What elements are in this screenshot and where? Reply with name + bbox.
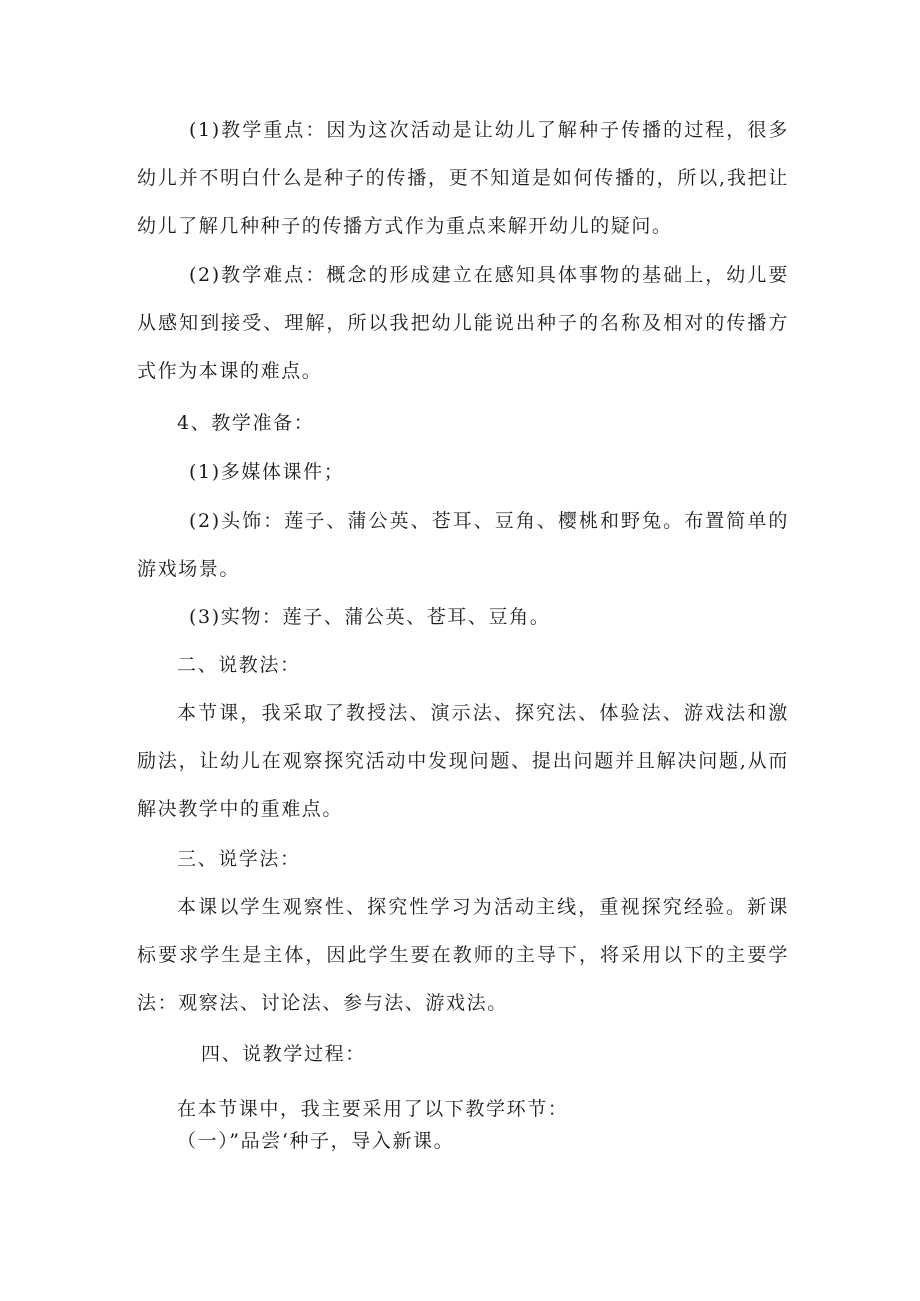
paragraph-teaching-methods: 本节课，我采取了教授法、演示法、探究法、体验法、游戏法和激励法，让幼儿在观察探究活动中发现问题、提出问题并且解决问题,从而解决教学中的重难点。 [137, 702, 789, 820]
heading-teaching-methods: 二、说教法： [177, 654, 301, 676]
heading-teaching-process: 四、说教学过程： [201, 1043, 366, 1065]
list-item-objects: (3)实物：莲子、蒲公英、苍耳、豆角。 [189, 606, 551, 628]
list-item-multimedia: (1)多媒体课件； [189, 461, 345, 483]
heading-learning-methods: 三、说学法： [177, 848, 301, 870]
paragraph-learning-methods: 本课以学生观察性、探究性学习为活动主线，重视探究经验。新课标要求学生是主体，因此学生要在教师的主导下，将采用以下的主要学法：观察法、讨论法、参与法、游戏法。 [137, 896, 789, 1014]
paragraph-teaching-difficulty: (2)教学难点：概念的形成建立在感知具体事物的基础上，幼儿要从感知到接受、理解，所以我把幼儿能说出种子的名称及相对的传播方式作为本课的难点。 [137, 264, 789, 382]
list-item-headwear: (2)头饰：莲子、蒲公英、苍耳、豆角、樱桃和野兔。布置简单的游戏场景。 [137, 510, 789, 580]
paragraph-teaching-focus: (1)教学重点：因为这次活动是让幼儿了解种子传播的过程，很多幼儿并不明白什么是种子的传播，更不知道是如何传播的，所以,我把让幼儿了解几种种子的传播方式作为重点来解开幼儿的疑问。 [137, 119, 789, 237]
paragraph-teaching-steps: 在本节课中，我主要采用了以下教学环节： [177, 1098, 569, 1120]
heading-teaching-preparation: 4、教学准备： [177, 412, 315, 434]
paragraph-step-one: （一）”品尝‘种子，导入新课。 [177, 1130, 455, 1152]
